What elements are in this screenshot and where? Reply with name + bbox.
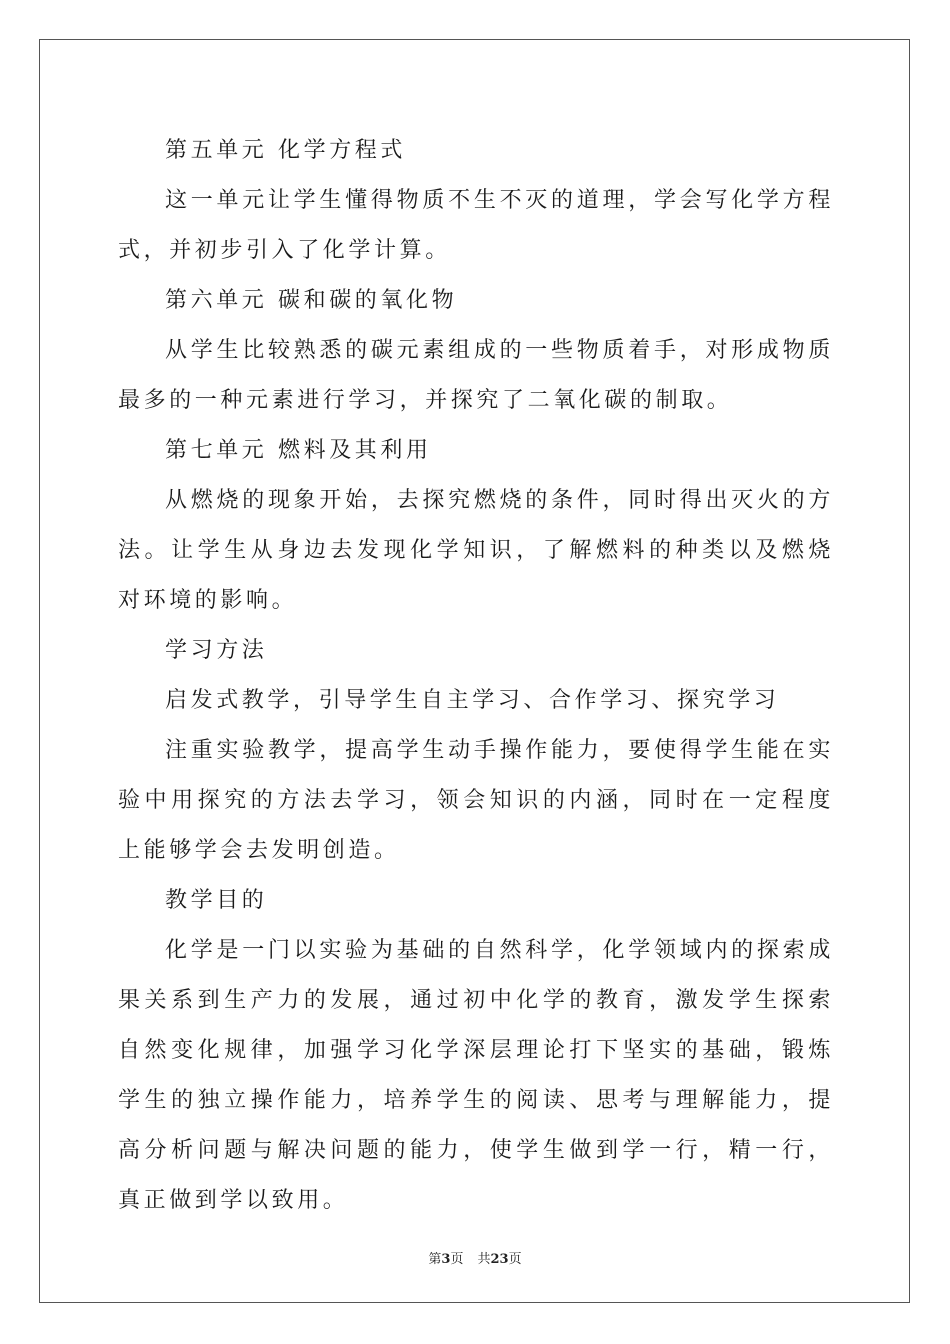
unit-six-description: 从学生比较熟悉的碳元素组成的一些物质着手，对形成物质最多的一种元素进行学习，并探究了二氧化碳的制取。 (118, 338, 834, 413)
teaching-goals-text: 化学是一门以实验为基础的自然科学，化学领域内的探索成果关系到生产力的发展，通过初中化学的教育，激发学生探索自然变化规律，加强学习化学深层理论打下坚实的基础，锻炼学生的独立操作能力，培养学生的阅读、思考与理解能力，提高分析问题与解决问题的能力，使学生做到学一行，精一行，真正做到学以致用。 (118, 938, 834, 1213)
unit-seven-description: 从燃烧的现象开始，去探究燃烧的条件，同时得出灭火的方法。让学生从身边去发现化学知识，了解燃料的种类以及燃烧对环境的影响。 (118, 488, 834, 613)
unit-five-heading: 第五单元 化学方程式 (165, 138, 406, 163)
total-suffix: 页 (508, 1252, 522, 1267)
total-prefix: 共 (477, 1252, 491, 1267)
total-page-count: 23 (490, 1252, 509, 1267)
unit-five-description: 这一单元让学生懂得物质不生不灭的道理，学会写化学方程式，并初步引入了化学计算。 (118, 188, 834, 263)
document-body (118, 126, 834, 1226)
unit-seven-heading: 第七单元 燃料及其利用 (165, 438, 432, 463)
page-suffix: 页 (450, 1252, 464, 1267)
page-prefix: 第 (428, 1252, 442, 1267)
teaching-goals-heading: 教学目的 (165, 888, 268, 913)
learning-methods-item-1: 启发式教学，引导学生自主学习、合作学习、探究学习 (165, 688, 780, 713)
page-footer (0, 1248, 950, 1267)
learning-methods-heading: 学习方法 (165, 638, 268, 663)
learning-methods-item-2: 注重实验教学，提高学生动手操作能力，要使得学生能在实验中用探究的方法去学习，领会知识的内涵，同时在一定程度上能够学会去发明创造。 (118, 738, 834, 863)
current-page-number: 3 (441, 1252, 451, 1267)
unit-six-heading: 第六单元 碳和碳的氧化物 (165, 288, 458, 313)
